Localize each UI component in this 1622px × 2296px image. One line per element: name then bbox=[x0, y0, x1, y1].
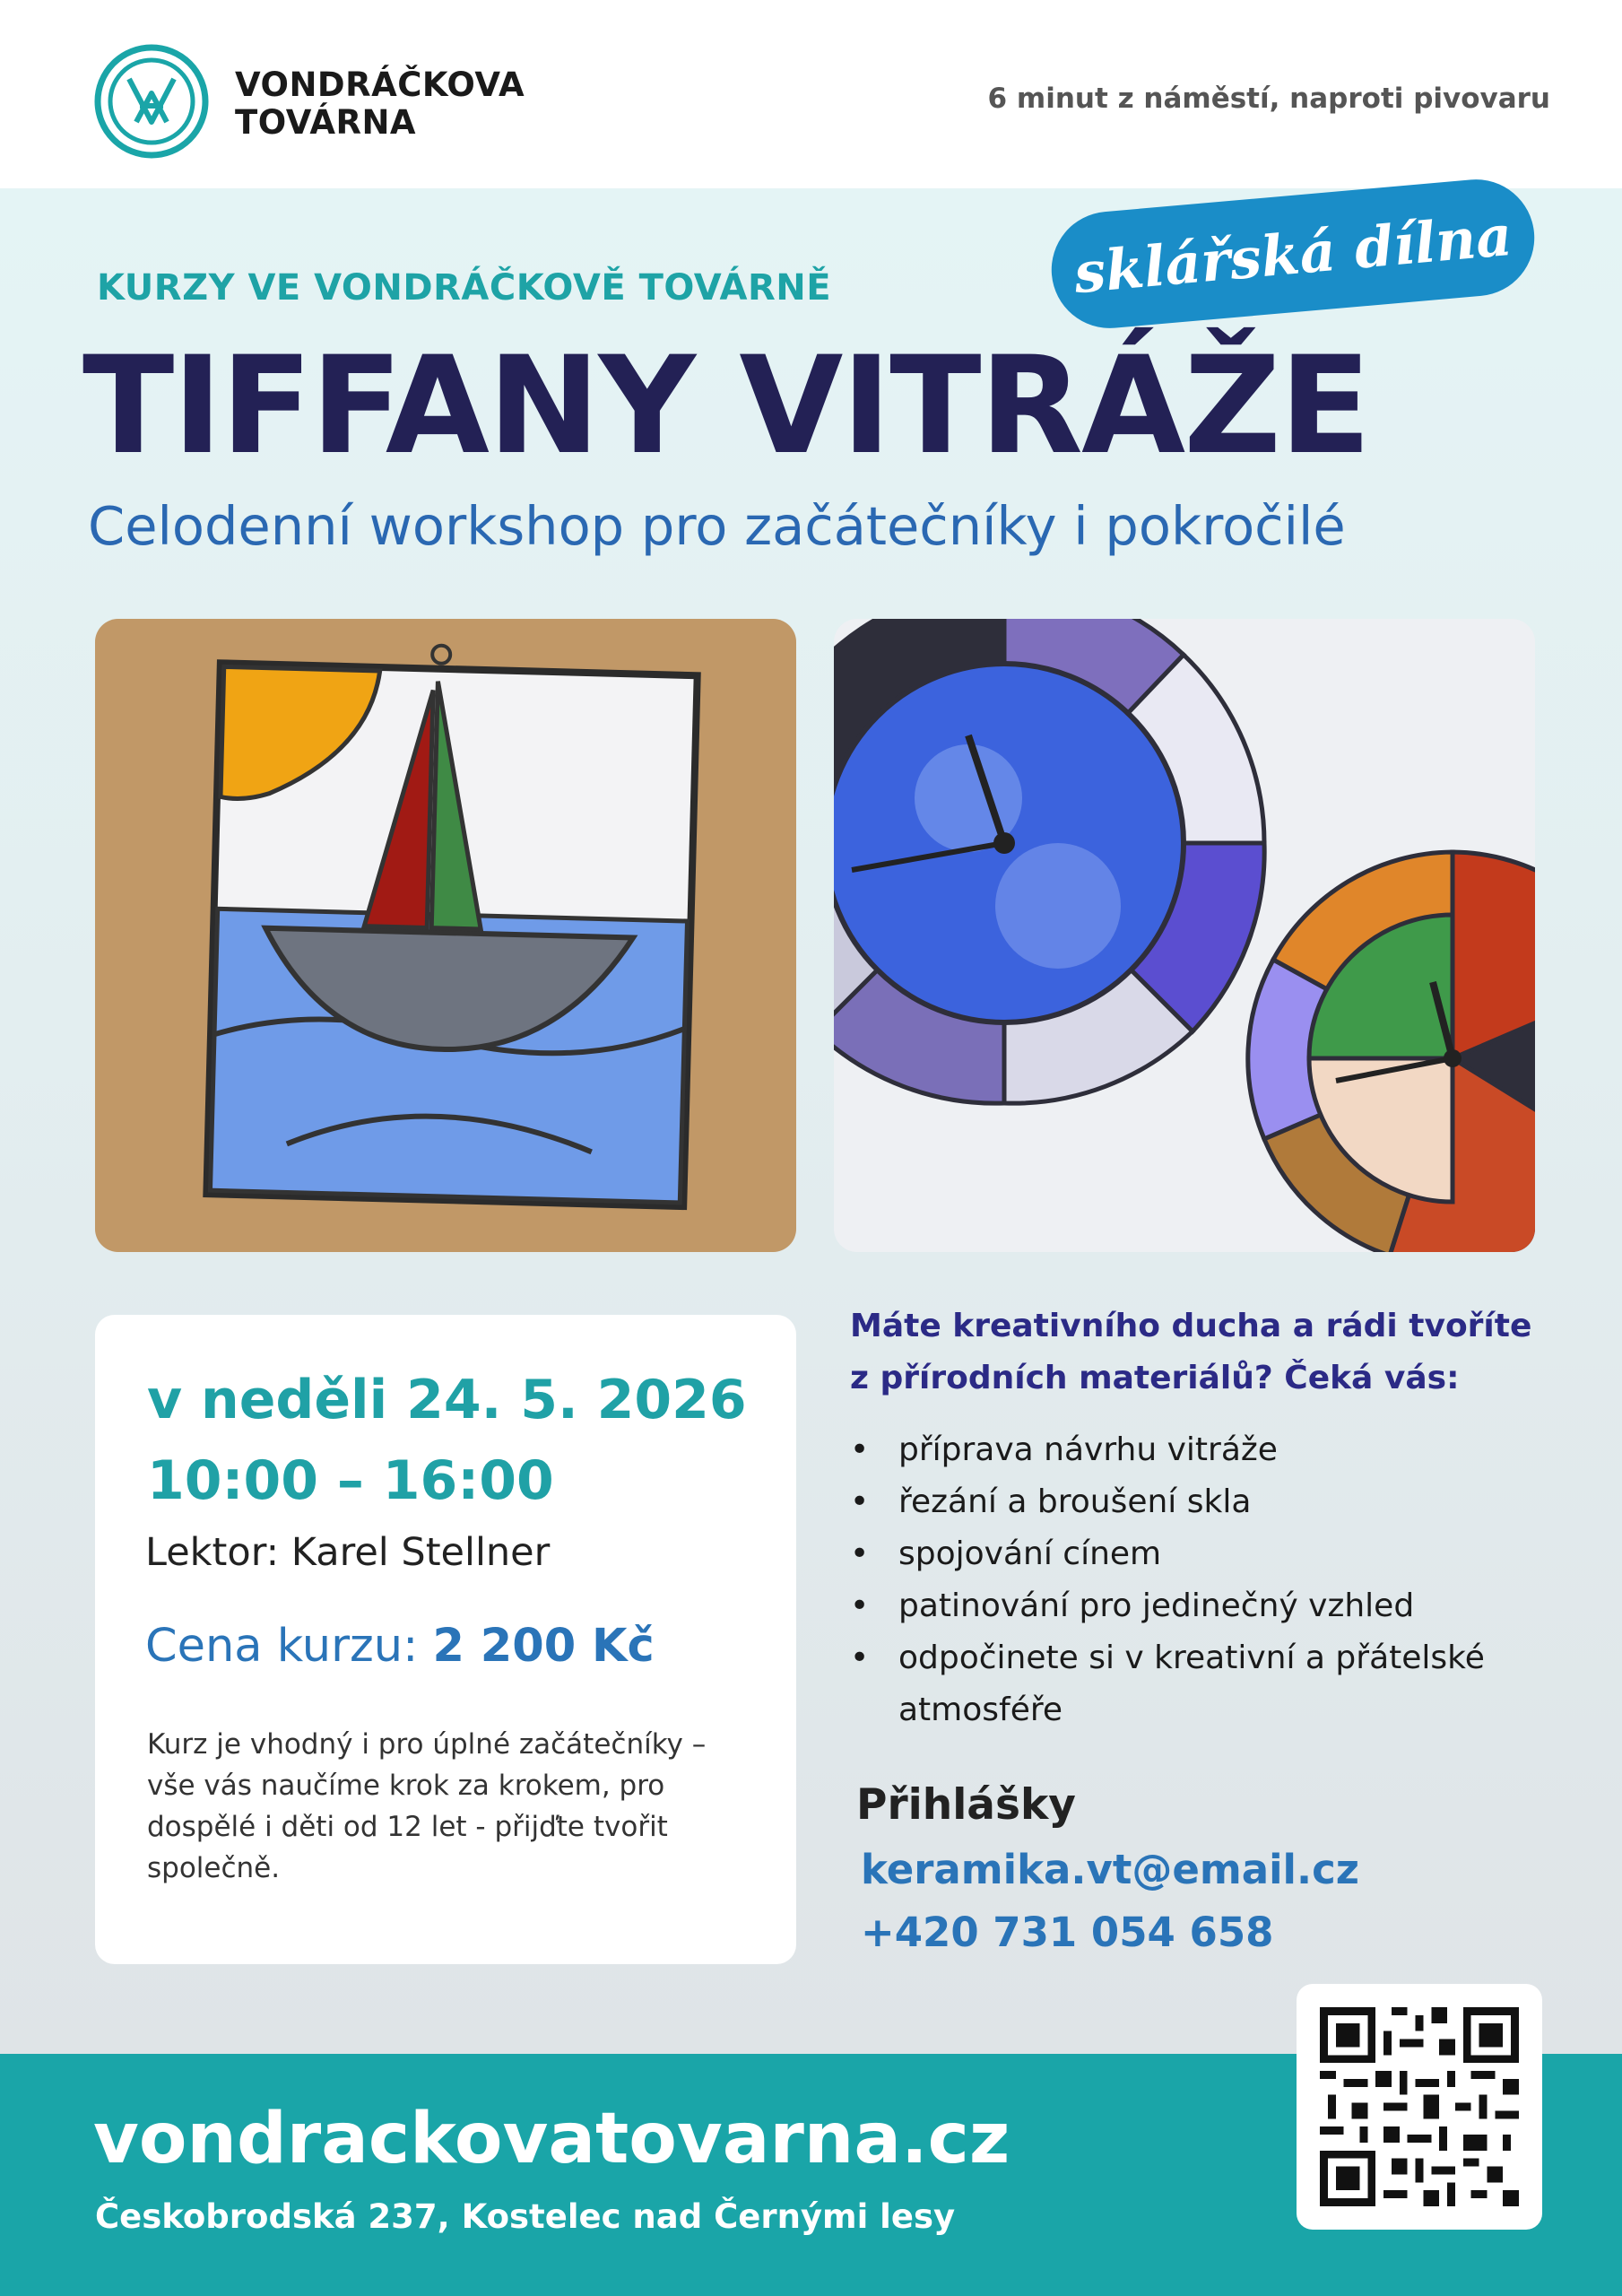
qr-code-icon bbox=[1320, 2007, 1519, 2206]
header bbox=[0, 0, 1622, 188]
address: Českobrodská 237, Kostelec nad Černými lesy bbox=[95, 2197, 956, 2236]
page-title: TIFFANY VITRÁŽE bbox=[82, 328, 1370, 484]
logo-line-2: TOVÁRNA bbox=[235, 103, 417, 142]
factory-logo-icon bbox=[93, 43, 210, 160]
list-item: • patinování pro jedinečný vzhled bbox=[850, 1580, 1549, 1632]
activity-list bbox=[850, 1424, 1549, 1736]
course-note: Kurz je vhodný i pro úplné začátečníky – vše vás naučíme krok za krokem, pro dospělé i děti od 12 let - přijďte tvořit společně. bbox=[147, 1728, 707, 1884]
course-date: v neděli 24. 5. 2026 bbox=[147, 1369, 747, 1431]
registration-phone-link[interactable]: +420 731 054 658 bbox=[861, 1909, 1274, 1956]
clocks-vitrage-photo bbox=[834, 619, 1535, 1252]
page-subtitle: Celodenní workshop pro začátečníky i pokročilé bbox=[88, 495, 1346, 557]
list-item: • odpočinete si v kreativní a přátelské atmosféře bbox=[850, 1632, 1549, 1736]
price-label: Cena kurzu: bbox=[145, 1620, 419, 1673]
lector-name: Lektor: Karel Stellner bbox=[145, 1530, 551, 1575]
qr-code[interactable] bbox=[1297, 1984, 1542, 2230]
sailboat-vitrage-photo bbox=[95, 619, 796, 1252]
list-item: • příprava návrhu vitráže bbox=[850, 1424, 1549, 1476]
course-price bbox=[145, 1620, 655, 1673]
course-datetime bbox=[147, 1360, 747, 1521]
website-link[interactable]: vondrackovatovarna.cz bbox=[93, 2099, 1010, 2179]
logo-line-1: VONDRÁČKOVA bbox=[235, 65, 525, 104]
location-tagline: 6 minut z náměstí, naproti pivovaru bbox=[987, 83, 1550, 115]
list-item: • řezání a broušení skla bbox=[850, 1476, 1549, 1528]
registration-email-link[interactable]: keramika.vt@email.cz bbox=[861, 1846, 1359, 1893]
registration-title: Přihlášky bbox=[856, 1780, 1076, 1830]
price-value: 2 200 Kč bbox=[432, 1620, 655, 1673]
details-question: Máte kreativního ducha a rádi tvoříte z přírodních materiálů? Čeká vás: bbox=[850, 1308, 1532, 1396]
course-kicker: KURZY VE VONDRÁČKOVĚ TOVÁRNĚ bbox=[97, 267, 832, 309]
course-info-card bbox=[95, 1315, 796, 1964]
list-item: • spojování cínem bbox=[850, 1528, 1549, 1580]
badge-label: sklářská dílna bbox=[1071, 202, 1515, 306]
logo-text bbox=[235, 66, 525, 142]
course-time: 10:00 – 16:00 bbox=[147, 1449, 554, 1512]
